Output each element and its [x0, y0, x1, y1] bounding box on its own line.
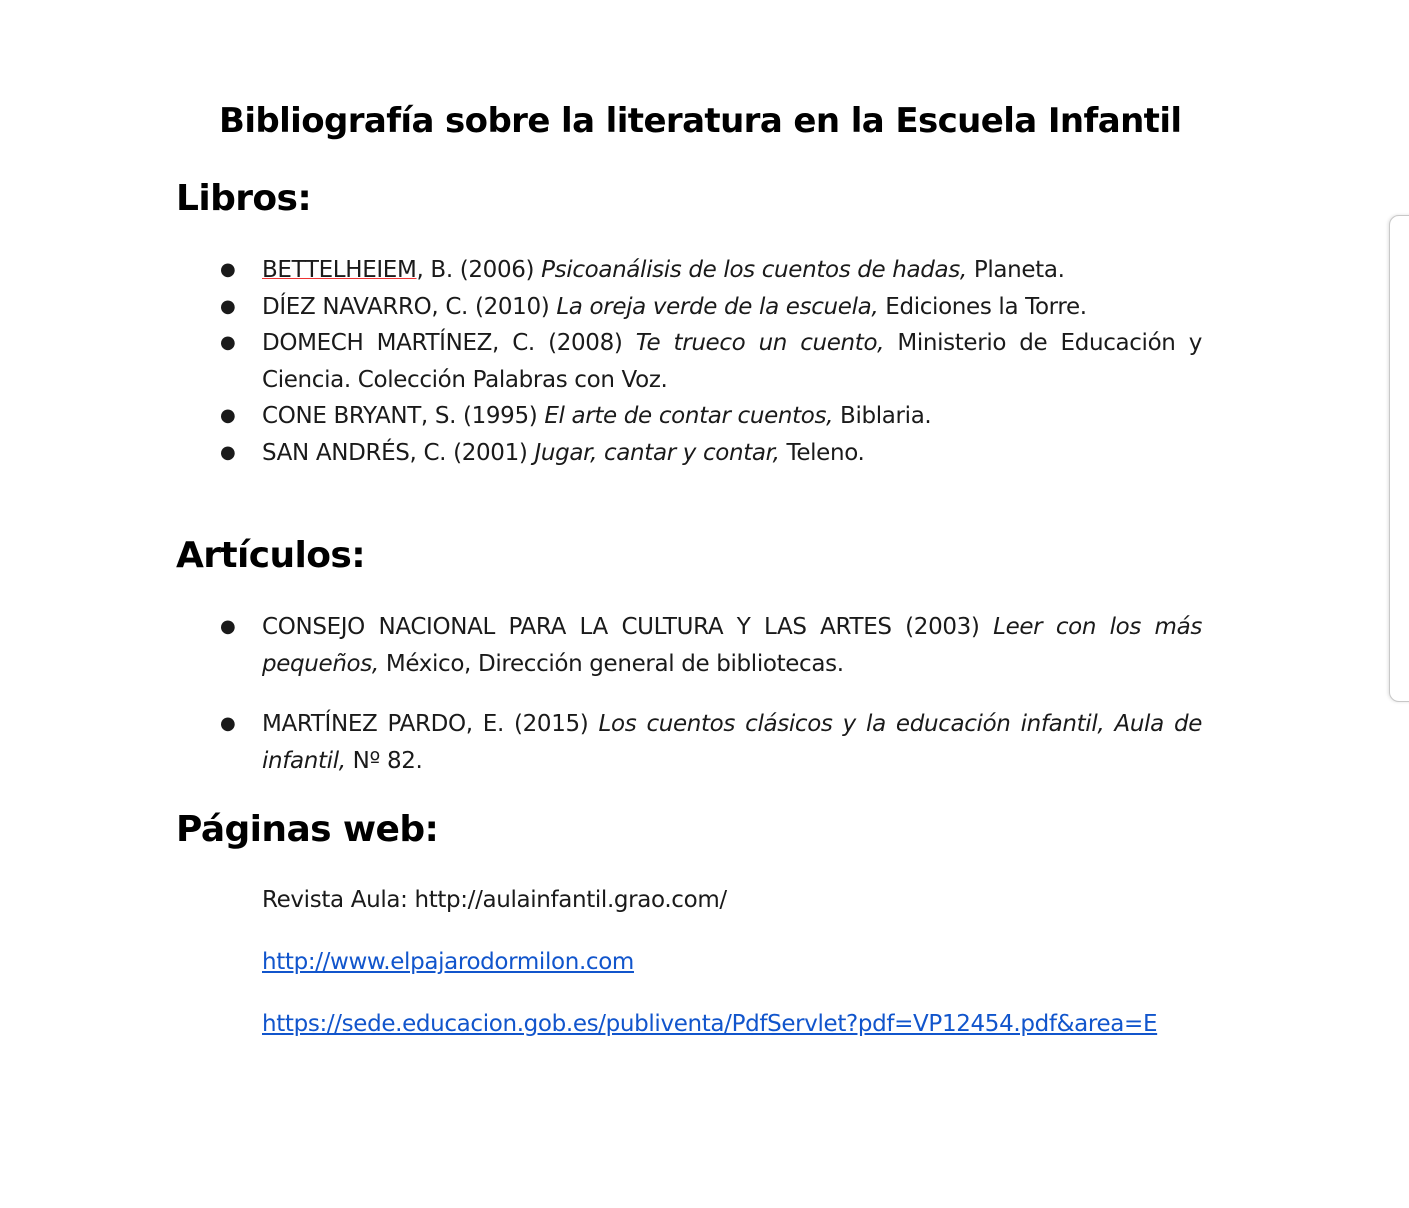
- bullet-icon: ●: [220, 295, 236, 317]
- citation-author: CONSEJO NACIONAL PARA LA CULTURA Y LAS ARTES (2003): [262, 614, 994, 640]
- web-link-elpajarodormilon[interactable]: http://www.elpajarodormilon.com: [262, 949, 634, 975]
- list-item: [220, 289, 1202, 326]
- books-list: [220, 252, 1202, 471]
- bullet-icon: ●: [220, 441, 236, 463]
- bullet-icon: ●: [220, 405, 236, 426]
- citation-publisher: Planeta.: [966, 257, 1065, 283]
- citation-publisher: México, Dirección general de bibliotecas.: [378, 650, 844, 677]
- citation-publisher: Teleno.: [779, 439, 865, 466]
- web-pages-heading: Páginas web:: [176, 809, 439, 850]
- list-item: [220, 398, 1202, 435]
- bullet-icon: ●: [220, 713, 236, 734]
- citation-title: Psicoanálisis de los cuentos de hadas,: [541, 257, 967, 283]
- bullet-icon: ●: [220, 616, 236, 637]
- citation-publisher: Ministerio de Educación y Ciencia. Colección Palabras con Voz.: [262, 330, 1202, 393]
- citation-author: DOMECH MARTÍNEZ, C. (2008): [262, 330, 636, 356]
- list-item: [220, 435, 1202, 472]
- citation-publisher: Ediciones la Torre.: [878, 293, 1087, 320]
- citation-title: Leer con los más pequeños,: [262, 614, 1202, 677]
- citation-author: DÍEZ NAVARRO, C. (2010): [262, 293, 557, 320]
- list-item: [220, 252, 1202, 289]
- web-entry: [262, 944, 1202, 981]
- citation-author: , B. (2006): [416, 257, 542, 283]
- citation-author: CONE BRYANT, S. (1995): [262, 403, 545, 429]
- citation-title: La oreja verde de la escuela,: [556, 293, 879, 320]
- articles-heading: Artículos:: [176, 535, 366, 576]
- articles-list: [220, 609, 1203, 779]
- citation-title: El arte de contar cuentos,: [544, 403, 834, 429]
- misspelled-word[interactable]: BETTELHEIEM: [262, 257, 417, 283]
- bullet-icon: ●: [220, 332, 236, 353]
- citation-author: MARTÍNEZ PARDO, E. (2015): [262, 711, 599, 737]
- citation-title: Los cuentos clásicos y la educación infantil, Aula de infantil,: [262, 711, 1203, 774]
- list-item: [220, 325, 1202, 398]
- list-item: [220, 609, 1202, 682]
- side-panel-tab[interactable]: [1389, 215, 1409, 702]
- list-item: [220, 706, 1203, 779]
- citation-title: Te trueco un cuento,: [635, 330, 885, 356]
- bullet-icon: ●: [220, 259, 236, 280]
- citation-publisher: Biblaria.: [833, 403, 932, 429]
- citation-title: Jugar, cantar y contar,: [534, 439, 780, 466]
- web-entry: [262, 1006, 1202, 1043]
- books-heading: Libros:: [176, 178, 312, 219]
- citation-author: SAN ANDRÉS, C. (2001): [262, 439, 535, 466]
- document-title: Bibliografía sobre la literatura en la Escuela Infantil: [219, 101, 1182, 141]
- web-link-sede-educacion[interactable]: https://sede.educacion.gob.es/publiventa/PdfServlet?pdf=VP12454.pdf&area=E: [262, 1011, 1158, 1037]
- citation-publisher: Nº 82.: [345, 747, 423, 774]
- web-entry-revista-aula: Revista Aula: http://aulainfantil.grao.com/: [262, 887, 727, 913]
